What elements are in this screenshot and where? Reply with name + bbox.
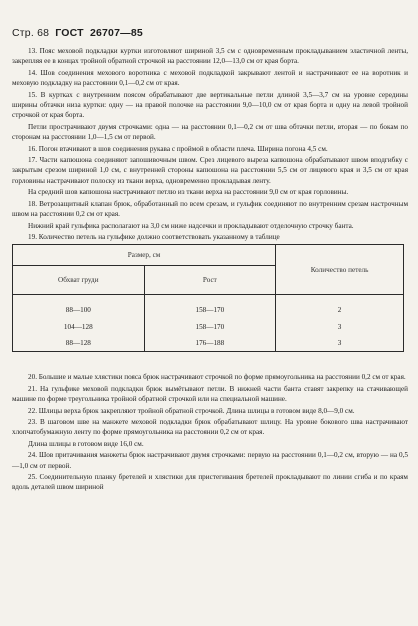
paragraph-15: 15. В куртках с внутренним поясом обрабатывают две вертикальные петли длиной 3,5—3,7 см на уровне середины ширины обтачки низа куртки: одну — на правой полочке на расстоянии 9,0—10,0 см от края борта и одну на левой тройной строчкой от края борта. — [12, 90, 408, 120]
paragraph-14: 14. Шов соединения мехового воротника с меховой подкладкой закрывают лентой и настрачивают ее на воротник и меховую подкладку на расстоянии 0,1—0,2 см от края. — [12, 68, 408, 88]
count-cell: 2 — [276, 295, 404, 320]
standard-number: 26707—85 — [89, 27, 143, 39]
count-cell: 3 — [276, 335, 404, 352]
page-number: Стр. 68 — [12, 27, 50, 39]
size-header: Размер, см — [13, 245, 276, 266]
table-row — [13, 335, 404, 352]
paragraph-18-bottom: Нижний край гульфика располагают на 3,0 см ниже надсечки и прокладывают отделочную строчку банта. — [28, 221, 354, 230]
paragraph-17: 17. Части капюшона соединяют запошивочным швом. Срез лицевого выреза капюшона обрабатывают швом вподгибку с закрытым срезом шириной 1,0 см, с внутренней стороны капюшона на расстоянии 5,5 см от лицевого края и 3,5 см от края горловины настрачивают полоску из ткани верха, одновременно прокладывая ленту. — [12, 156, 408, 185]
standard-label: ГОСТ — [55, 27, 84, 39]
paragraph-18: 18. Ветрозащитный клапан брюк, обработанный по всем срезам, и гульфик соединяют по внутренним срезам настрочным швом на расстоянии 0,2 см от края. — [12, 199, 408, 219]
table-row — [13, 295, 404, 320]
height-cell: 158—170 — [144, 319, 276, 335]
paragraph-16: 16. Погон втачивают в шов соединения рукава с проймой в области плеча. Ширина погона 4,5 см. — [28, 144, 328, 153]
count-cell: 3 — [276, 319, 404, 335]
chest-cell: 88—128 — [13, 335, 145, 352]
paragraph-21: 21. На гульфике меховой подкладки брюк вымётывают петли. В нижней части банта ставят закрепку на стачивающей машине по форме треугольника тройной обратной строчкой или на специальной машине. — [12, 384, 408, 404]
count-header: Количество петель — [276, 245, 404, 295]
spacer — [12, 360, 408, 372]
page-header — [12, 27, 143, 39]
paragraph-22: 22. Шлицы верха брюк закрепляют тройной обратной строчкой. Длина шлицы в готовом виде 8,0—9,0 см. — [28, 406, 355, 415]
paragraph-23: 23. В шаговом шве на манжете меховой подкладки брюк обрабатывают шлицу. На уровне бокового шва настрачивают хлопчатобумажную ленту по форме прямоугольника на расстоянии 0,2 см от края. — [12, 417, 408, 437]
chest-cell: 104—128 — [13, 319, 145, 335]
paragraph-24: 24. Шов притачивания манжеты брюк настрачивают двумя строчками: первую на расстоянии 0,1—0,2 см, вторую — на 0,5—1,0 см от первой. — [12, 451, 408, 470]
paragraph-19: 19. Количество петель на гульфике должно соответствовать указанному в таблице — [28, 232, 280, 241]
paragraph-15-loops: Петли прострачивают двумя строчками: одна — на расстоянии 0,1—0,2 см от шва обтачки петли, вторая — по бокам по сторонам на расстоянии 1,0—1,5 см от первой. — [12, 122, 408, 142]
height-header: Рост — [144, 266, 276, 295]
paragraph-23-length: Длина шлицы в готовом виде 16,0 см. — [28, 439, 144, 448]
table-row — [13, 319, 404, 335]
document-body — [12, 46, 408, 494]
chest-cell: 88—100 — [13, 295, 145, 320]
paragraph-13: 13. Пояс меховой подкладки куртки изготовляют шириной 3,5 см с одновременным прокладыванием эластичной ленты, закрепляя ее в концах тройной обратной строчкой на расстоянии 12,0—13,0 см от края борта. — [12, 47, 408, 66]
paragraph-25: 25. Соединительную планку бретелей и хлястики для пристегивания бретелей прокладывают по линии сгиба и по краям вдоль деталей швом шириной — [12, 472, 408, 492]
loops-table — [12, 244, 404, 352]
height-cell: 158—170 — [144, 295, 276, 320]
paragraph-20: 20. Большие и малые хлястики пояса брюк настрачивают строчкой по форме прямоугольника на расстоянии 0,2 см от края. — [28, 373, 406, 382]
paragraph-17-loop: На средний шов капюшона настрачивают петлю из ткани верха на расстоянии 9,0 см от края горловины. — [28, 188, 349, 197]
chest-header: Обхват груди — [13, 266, 145, 295]
height-cell: 176—188 — [144, 335, 276, 352]
